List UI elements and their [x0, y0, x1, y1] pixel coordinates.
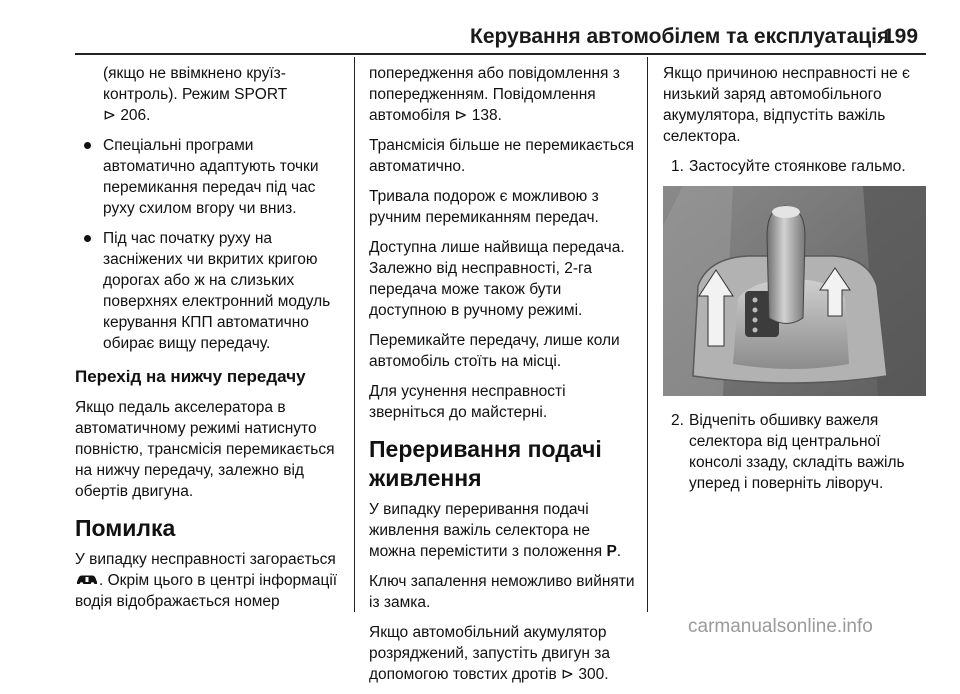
- page-ref-icon: ⊳: [561, 666, 575, 683]
- page-ref-link[interactable]: 138.: [471, 107, 502, 124]
- paragraph: Перемикайте передачу, лише коли автомобіль стоїть на місці.: [369, 332, 620, 370]
- paragraph-text: У випадку переривання подачі живлення важіль селектора не можна перемістити з положення: [369, 501, 603, 560]
- page-ref-link[interactable]: 300.: [578, 666, 609, 683]
- paragraph: Тривала подорож є можливою з ручним перемиканням передач.: [369, 188, 599, 226]
- page-ref-icon: ⊳: [103, 107, 116, 124]
- column-2: [369, 63, 639, 694]
- column-divider-2: [647, 57, 648, 612]
- page-title: Керування автомобілем та експлуатація: [470, 25, 890, 48]
- section-heading-power-interruption: Переривання подачі живлення: [369, 436, 602, 491]
- paragraph: [369, 63, 639, 126]
- paragraph: Ключ запалення неможливо вийняти із замка.: [369, 573, 635, 611]
- paragraph: [369, 237, 639, 321]
- step-list: [663, 410, 926, 494]
- step-text: Застосуйте стоянкове гальмо.: [689, 158, 906, 175]
- error-text-start: У випадку несправності загорається: [75, 551, 336, 568]
- header-rule: [75, 53, 926, 55]
- paragraph-text: попередження або повідомлення з попередженням. Повідомлення автомобіля: [369, 65, 620, 124]
- continued-bullet-text: [75, 63, 347, 126]
- paragraph-text: Доступна лише найвища передача.: [369, 239, 625, 256]
- continued-line-2: контроль). Режим SPORT: [103, 86, 288, 103]
- step-item: [663, 410, 926, 494]
- page-number: 199: [883, 25, 919, 48]
- step-number: 1.: [671, 158, 684, 175]
- paragraph-text: Якщо автомобільний акумулятор розряджений, запустіть двигун за допомогою товстих дротів: [369, 624, 610, 683]
- downshift-paragraph: Якщо педаль акселератора в автоматичному режимі натиснуто повністю, трансмісія перемикається на нижчу передачу, залежно від обертів двигуна.: [75, 399, 335, 500]
- error-text-end: . Окрім цього в центрі інформації водія відображається номер: [75, 572, 338, 610]
- step-item: [663, 156, 926, 177]
- continued-line-1: (якщо не ввімкнено круїз-: [103, 65, 286, 82]
- section-heading-downshift: Перехід на нижчу передачу: [75, 367, 306, 386]
- paragraph: Для усунення несправності зверніться до майстерні.: [369, 383, 566, 421]
- section-heading-error: Помилка: [75, 515, 176, 541]
- list-item-text: Під час початку руху на засніжених чи вкритих кригою дорогах або ж на слизьких поверхнях електронний модуль керування КПП автоматично обирає вищу передачу.: [103, 230, 331, 352]
- paragraph: Трансмісія більше не перемикається автоматично.: [369, 137, 634, 175]
- column-1: [75, 63, 347, 621]
- gear-selector-image: [663, 186, 926, 396]
- paragraph-text: .: [616, 543, 622, 560]
- position-label: P: [606, 543, 617, 560]
- step-number: 2.: [671, 412, 684, 429]
- paragraph: [369, 499, 639, 562]
- bullet-list: [75, 135, 347, 354]
- intro-paragraph: Якщо причиною несправності не є низький заряд автомобільного акумулятора, відпустіть важіль селектора.: [663, 65, 910, 145]
- gear-selector-illustration: [663, 186, 926, 396]
- list-item: [75, 228, 347, 354]
- paragraph-text: Залежно від несправності, 2-га передача може також бути доступною в ручному режимі.: [369, 260, 592, 319]
- column-divider-1: [354, 57, 355, 612]
- step-text: Відчепіть обшивку важеля селектора від центральної консолі ззаду, складіть важіль уперед і поверніть ліворуч.: [689, 412, 905, 492]
- page-ref-link[interactable]: 206.: [120, 107, 151, 124]
- bullet-icon: [84, 142, 91, 149]
- step-list: [663, 156, 926, 177]
- list-item-text: Спеціальні програми автоматично адаптують точки перемикання передач під час руху схилом вгору чи вниз.: [103, 137, 319, 217]
- page-ref-icon: ⊳: [454, 107, 468, 124]
- error-paragraph: [75, 549, 347, 612]
- bullet-icon: [84, 235, 91, 242]
- list-item: [75, 135, 347, 219]
- column-3: [663, 63, 926, 503]
- watermark: carmanualsonline.info: [688, 616, 873, 637]
- car-transmission-warning-icon: [75, 573, 99, 586]
- paragraph: [369, 622, 639, 685]
